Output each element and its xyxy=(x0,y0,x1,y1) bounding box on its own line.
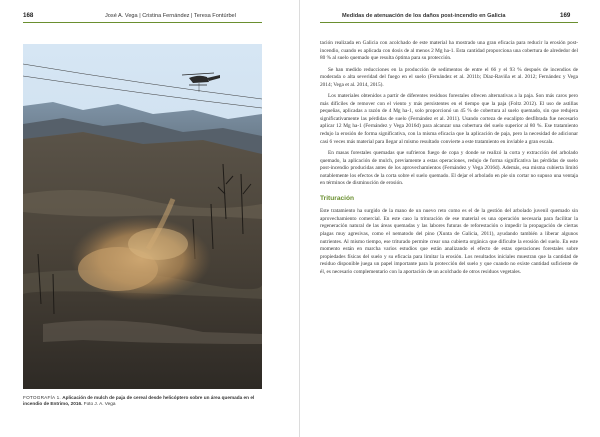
caption-label: FOTOGRAFÍA 1. xyxy=(23,395,61,400)
right-header-rule xyxy=(320,22,578,23)
left-header-authors: José A. Vega | Cristina Fernández | Teresa Fontúrbel xyxy=(105,13,236,19)
right-page xyxy=(300,0,600,437)
right-header-title: Medidas de atenuación de los daños post-incendio en Galicia xyxy=(342,13,506,19)
right-page-number: 169 xyxy=(560,12,571,19)
caption-credit: Foto J. A. Vega xyxy=(83,401,116,407)
paragraph-2: Se han medido reducciones en la producción de sedimentos de entre el 66 y el 93 % después de incendios de moderada o alta severidad del fuego en el suelo (Fernández et al. 2011b; Díaz-Raviña et al. 2012; Fernández y Vega 2014; Vega et al. 2014, 2015). xyxy=(320,66,578,88)
paragraph-4: En masas forestales quemadas que sufrieron fuego de copa y donde se realizó la corta y extracción del arbolado quemado, la aplicación de mulch, previamente a estas operaciones, redujo de forma significativa las pérdidas de suelo post-incendio producidas antes de los aprovechamientos (Fernández y Vega 2016d). Además, esa misma cubierta limitó notablemente los efectos de la corta sobre el suelo quemado. El dejar el arbolado en pie sin cortar no supuso una ventaja en términos de disminución de erosión. xyxy=(320,150,578,187)
left-page-number: 168 xyxy=(23,12,34,19)
body-text xyxy=(320,40,578,276)
photo-caption xyxy=(23,395,262,407)
helicopter-mulching-photo xyxy=(23,44,262,389)
caption-text: Aplicación de mulch de paja de cereal desde helicóptero sobre un área quemada en el incendio de Entrimo, 2016. xyxy=(23,395,255,407)
paragraph-1: tación realizada en Galicia con acolchado de este material ha mostrado una gran eficacia para reducir la erosión post-incendio, cuando es aplicada con dosis de al menos 2 Mg ha-1. Esta cantidad proporciona una cobertura de alrededor del 80 % al suelo quemado que resulta óptima para su protección. xyxy=(320,40,578,62)
section-heading: Trituración xyxy=(320,194,355,202)
section-paragraph: Este tratamiento ha surgido de la mano de un nuevo reto como es el de la gestión del arbolado juvenil quemado sin aprovechamiento comercial. En este caso la trituración de ese material es una operación necesaria para facilitar la regeneración natural de las áreas quemadas y las labores futuras de reforestación o impedir la propagación de ciertas plagas muy agresivas, como el nematodo del pino (Xunta de Galicia, 2011), ayudando también a liberar algunos nutrientes. Al mismo tiempo, ese triturado permite crear una cubierta orgánica que dificulte la erosión del suelo. En este momento están en marcha varios estudios que están analizando el efecto de estas operaciones forestales sobre propiedades físicas del suelo y su eficacia para limitar la erosión. Los resultados iniciales muestran que la cantidad de residuo disponible juega un papel importante para la protección del suelo y que cuando no existe cantidad suficiente de él, es necesario complementario con la aportación de un acolchado de otros residuos vegetales. xyxy=(320,208,578,275)
paragraph-3: Los materiales obtenidos a partir de diferentes residuos forestales ofrecen alternativas a la paja. Son más caros pero más difíciles de remover con el viento y más persistentes en el tiempo que la paja (Foltz 2012). El uso de astillas pequeñas, aplicadas a razón de 4 Mg ha-1, solo proporcionó un 45 % de cobertura al suelo quemado, sin que redujera significativamente las pérdidas de suelo (Fernández et al. 2011). Usando corteza de eucalipto desfibrada fue necesario aplicar 12 Mg ha-1 (Fernández y Vega 2016d) para alcanzar una cobertura del suelo superior al 80 %. Ese tratamiento redujo la erosión de forma significativa, con la misma eficacia que la aplicación de paja, pero la necesidad de adicionar casi 6 veces más material para llegar al mismo resultado convierte a este tratamiento en inviable a gran escala. xyxy=(320,93,578,145)
left-header-rule xyxy=(23,22,262,23)
